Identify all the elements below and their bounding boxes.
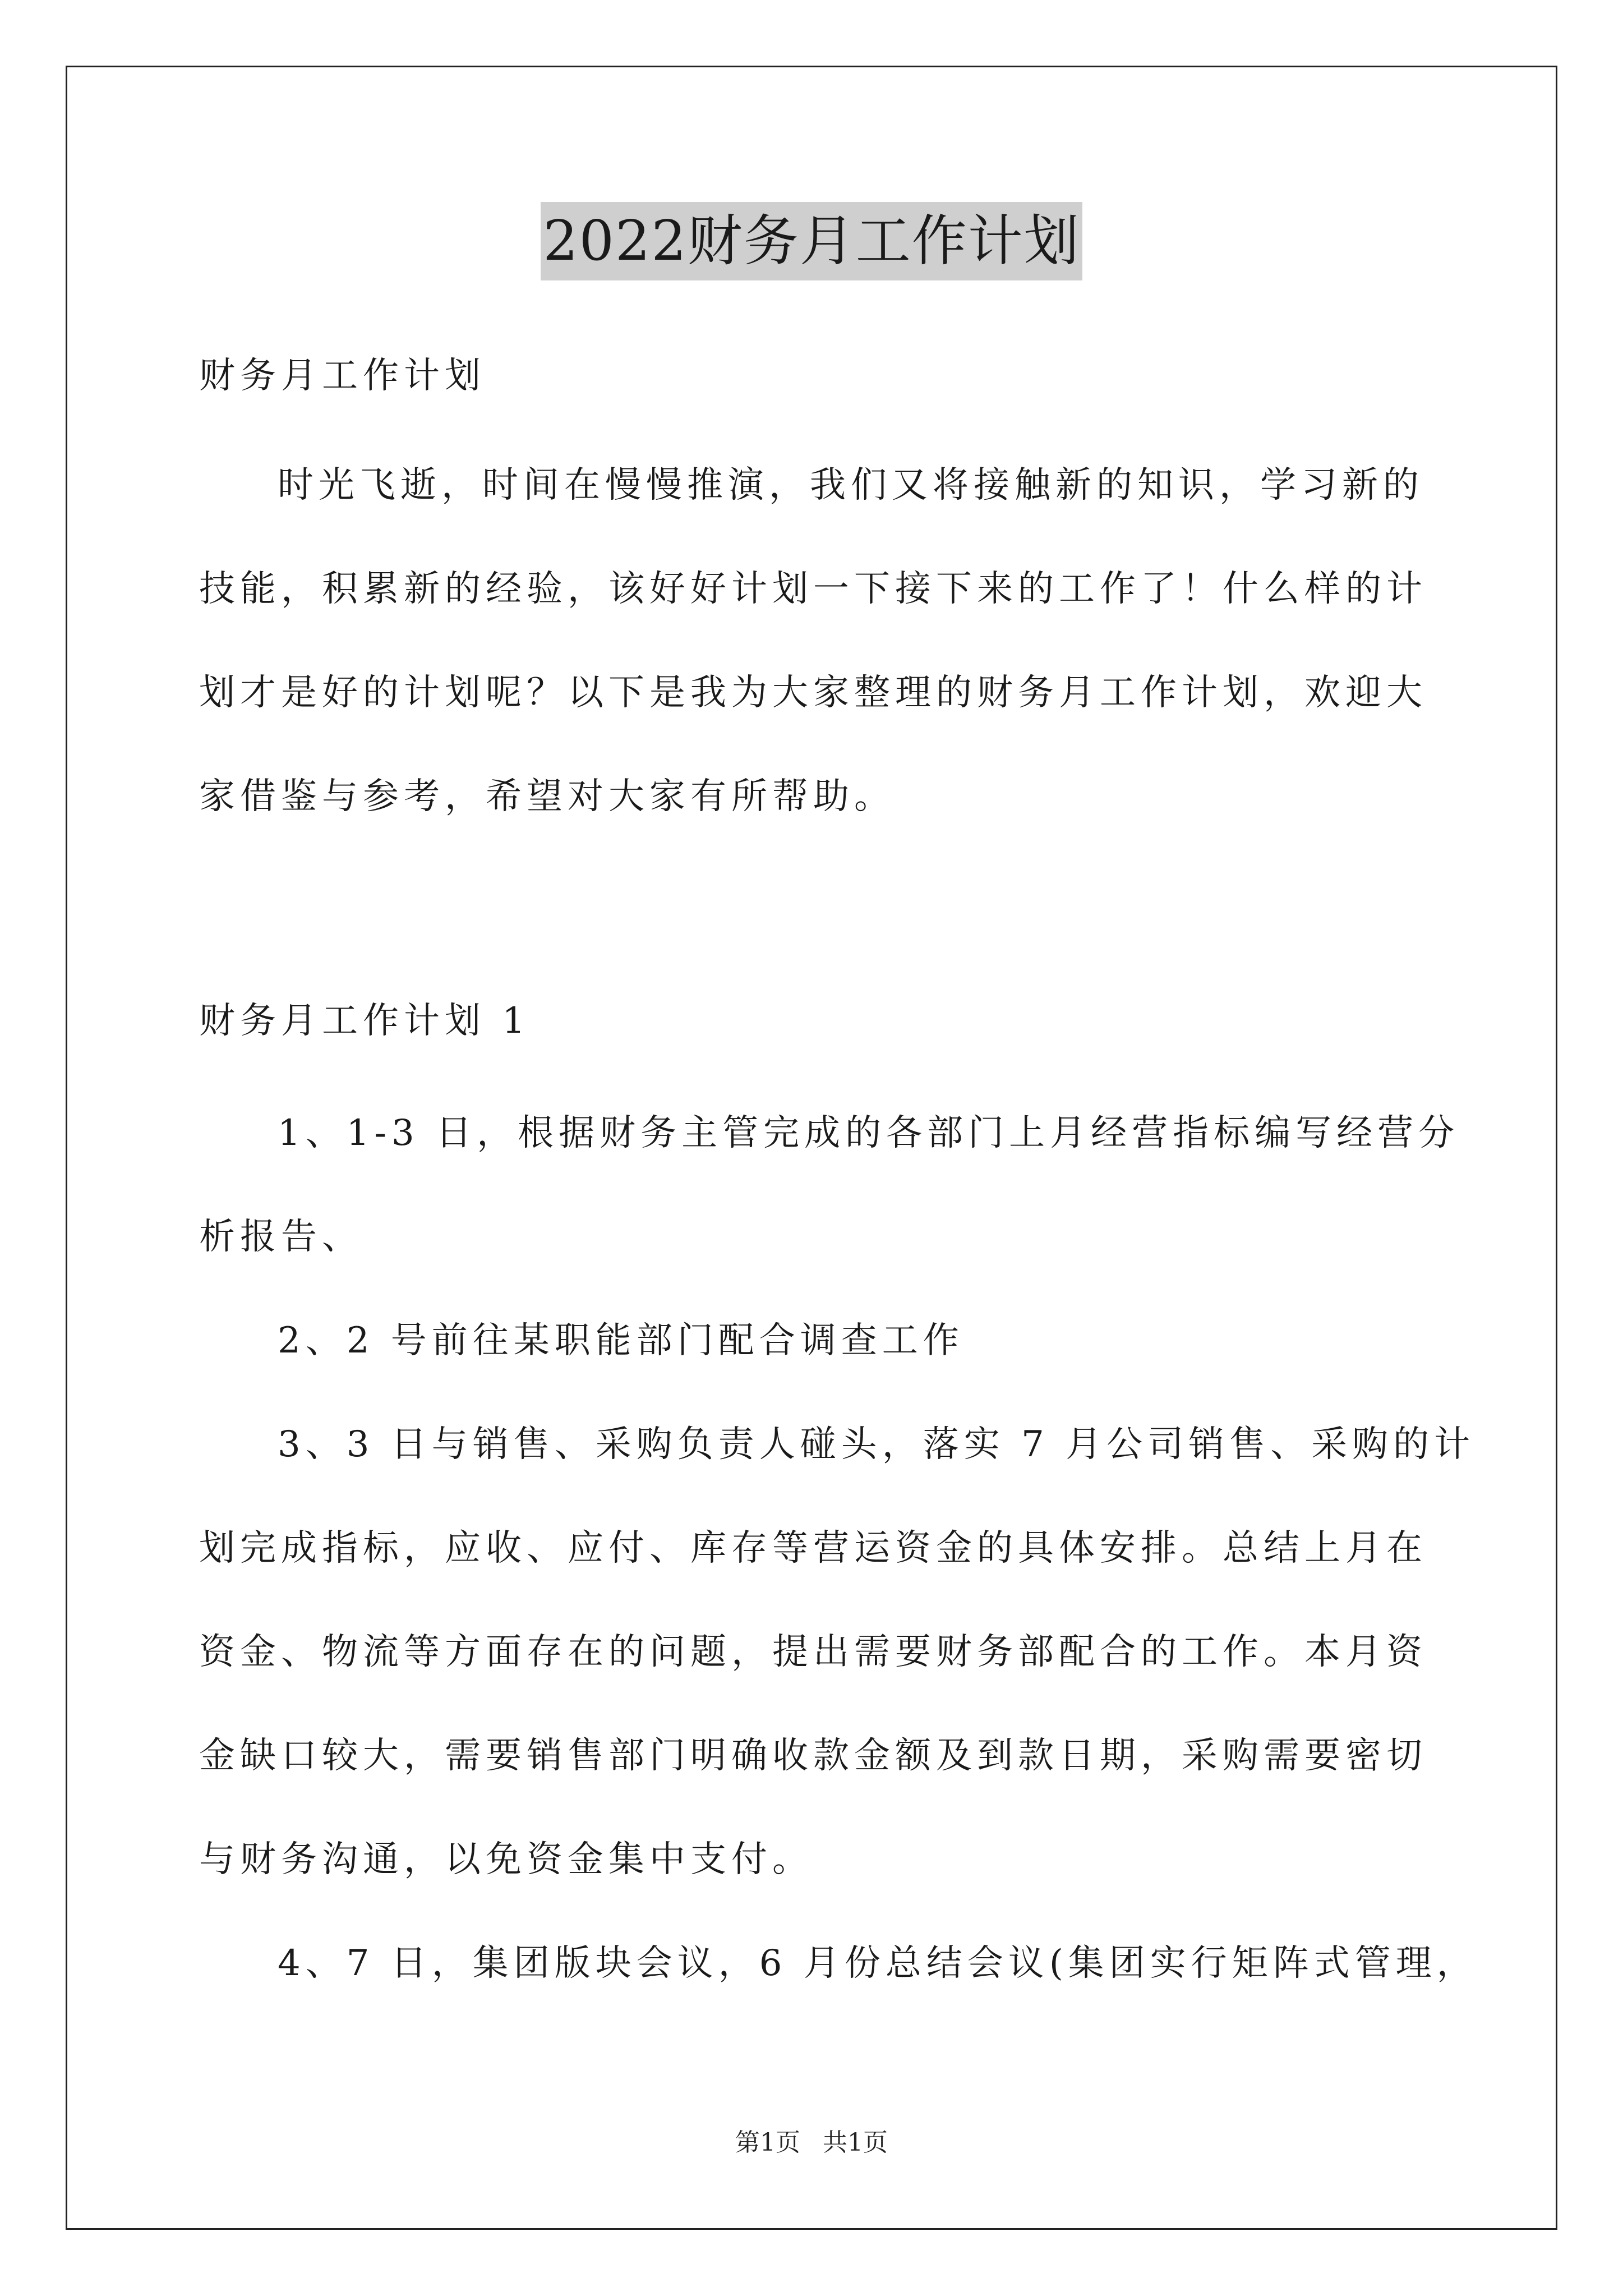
- subtitle: 财务月工作计划: [199, 355, 486, 397]
- item-3-line-1: 3、3 日与销售、采购负责人碰头，落实 7 月公司销售、采购的计: [278, 1424, 1476, 1465]
- item-2-line-1: 2、2 号前往某职能部门配合调查工作: [278, 1320, 964, 1361]
- page-footer: [0, 2126, 1623, 2160]
- intro-line-4: 家借鉴与参考，希望对大家有所帮助。: [199, 776, 895, 817]
- item-3-line-5: 与财务沟通，以免资金集中支付。: [199, 1839, 813, 1880]
- section-heading: 财务月工作计划 1: [199, 1000, 531, 1042]
- item-1-line-2: 析报告、: [199, 1216, 363, 1258]
- item-4-line-1: 4、7 日，集团版块会议，6 月份总结会议(集团实行矩阵式管理，: [278, 1943, 1478, 1984]
- item-3-line-2: 划完成指标，应收、应付、库存等营运资金的具体安排。总结上月在: [199, 1527, 1427, 1569]
- page-number-current: 第1页: [735, 2128, 800, 2157]
- intro-line-3: 划才是好的计划呢？以下是我为大家整理的财务月工作计划，欢迎大: [199, 672, 1427, 714]
- intro-line-2: 技能，积累新的经验，该好好计划一下接下来的工作了！什么样的计: [199, 568, 1427, 610]
- title-container: [0, 202, 1623, 280]
- item-1-line-1: 1、1-3 日，根据财务主管完成的各部门上月经营指标编写经营分: [278, 1112, 1460, 1154]
- document-title: 2022财务月工作计划: [541, 202, 1082, 280]
- page-number-total: 共1页: [823, 2128, 888, 2157]
- intro-line-1: 时光飞逝，时间在慢慢推演，我们又将接触新的知识，学习新的: [278, 464, 1424, 506]
- item-3-line-3: 资金、物流等方面存在的问题，提出需要财务部配合的工作。本月资: [199, 1631, 1427, 1673]
- item-3-line-4: 金缺口较大，需要销售部门明确收款金额及到款日期，采购需要密切: [199, 1735, 1427, 1777]
